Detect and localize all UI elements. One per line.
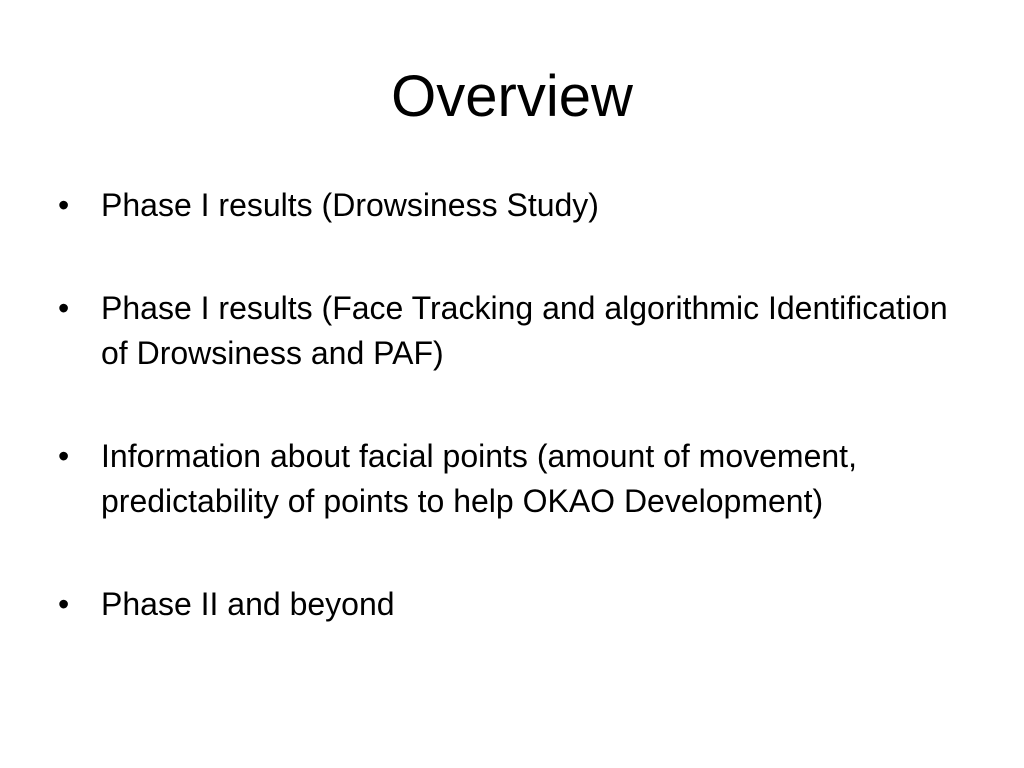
bullet-text: Information about facial points (amount of movement, predictability of points to help OKAO Development) (101, 438, 857, 519)
bullet-text: Phase II and beyond (101, 586, 395, 622)
bullet-dot-icon: • (58, 438, 70, 474)
bullet-item-drowsiness-study (58, 183, 978, 228)
slide-title: Overview (391, 64, 633, 129)
bullet-list (58, 183, 978, 685)
bullet-dot-icon: • (58, 187, 70, 223)
bullet-item-phase-two (58, 582, 978, 627)
bullet-dot-icon: • (58, 290, 70, 326)
bullet-dot-icon: • (58, 586, 70, 622)
bullet-item-facial-points (58, 434, 978, 524)
bullet-item-face-tracking (58, 286, 978, 376)
bullet-text: Phase I results (Drowsiness Study) (101, 187, 599, 223)
bullet-text: Phase I results (Face Tracking and algorithmic Identification of Drowsiness and PAF) (101, 290, 948, 371)
